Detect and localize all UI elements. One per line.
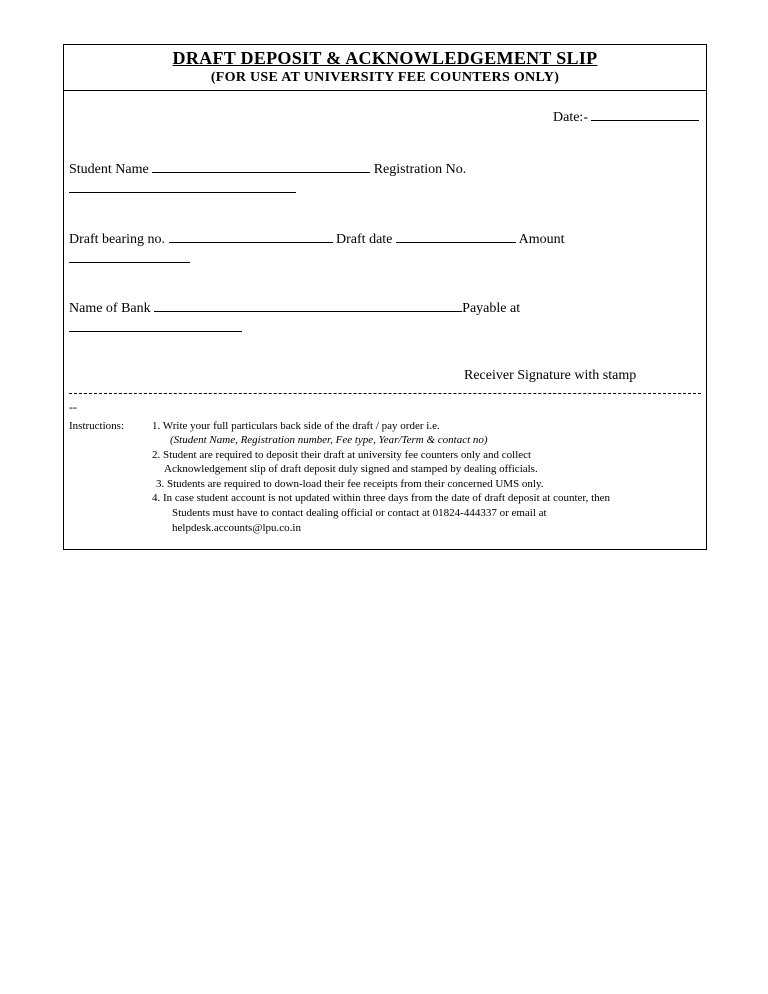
amount-row [69,250,190,268]
instructions-label: Instructions: [69,420,124,432]
bank-field[interactable] [154,299,462,312]
student-name-row [69,160,466,178]
registration-row [69,180,296,198]
instruction-item: Students must have to contact dealing official or contact at 01824-444337 or email at [172,507,547,519]
draft-deposit-slip [63,44,707,550]
draft-date-field[interactable] [396,230,516,243]
receiver-signature-label: Receiver Signature with stamp [464,368,637,383]
instruction-item: (Student Name, Registration number, Fee type, Year/Term & contact no) [170,434,488,446]
student-name-label: Student Name [69,162,149,177]
registration-label: Registration No. [373,162,467,177]
instruction-item: 3. Students are required to down-load their fee receipts from their concerned UMS only. [156,478,544,490]
instruction-item: 4. In case student account is not updated within three days from the date of draft deposit at counter, then [152,492,611,504]
date-row [553,108,699,126]
bank-row [69,299,520,317]
bank-label: Name of Bank [69,301,151,316]
draft-no-field[interactable] [169,230,333,243]
slip-subtitle: (FOR USE AT UNIVERSITY FEE COUNTERS ONLY) [210,70,560,85]
draft-no-label: Draft bearing no. [69,232,166,247]
instruction-item: Acknowledgement slip of draft deposit duly signed and stamped by dealing officials. [164,463,538,475]
date-label: Date:- [553,110,588,125]
slip-title: DRAFT DEPOSIT & ACKNOWLEDGEMENT SLIP [172,48,598,68]
draft-date-label: Draft date [336,232,393,247]
instruction-item: 2. Student are required to deposit their draft at university fee counters only and collect [152,449,532,461]
amount-field[interactable] [69,250,190,263]
draft-row [69,230,565,248]
amount-label: Amount [518,232,565,247]
registration-field[interactable] [69,180,296,193]
slip-header [64,45,706,91]
instruction-item: 1. Write your full particulars back side of the draft / pay order i.e. [152,420,440,432]
cut-line [69,393,701,394]
cut-line-tail: -- [69,400,77,414]
student-name-field[interactable] [152,160,370,173]
payable-label: Payable at [462,301,521,316]
payable-field[interactable] [69,319,242,332]
date-field[interactable] [591,108,699,121]
payable-row [69,319,242,337]
instruction-item: helpdesk.accounts@lpu.co.in [172,522,301,534]
